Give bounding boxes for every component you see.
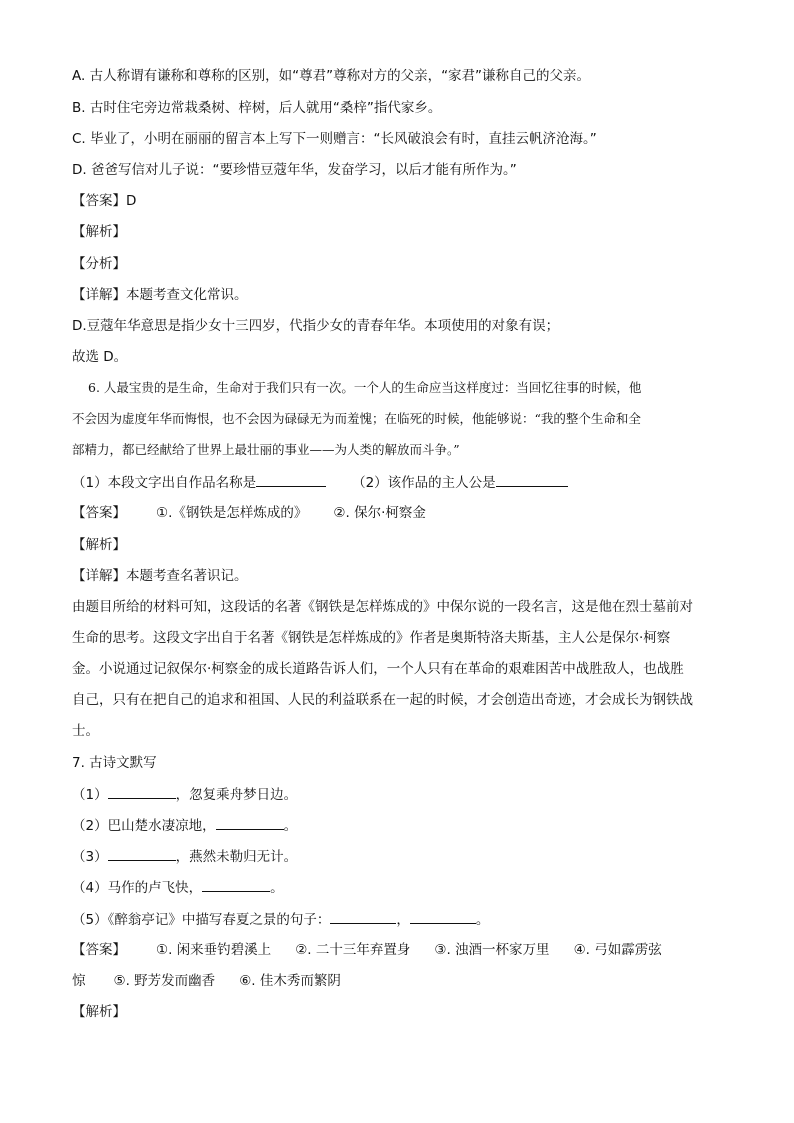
sub-1-text: ，忽复乘舟梦日边。 (175, 787, 298, 803)
detail-label: 【详解】本题考查名著识记。 (72, 568, 248, 584)
blank-5a[interactable] (330, 909, 396, 924)
option-d: D. 爸爸写信对儿子说：“要珍惜豆蔻年华，发奋学习，以后才能有所作为。” (72, 162, 517, 178)
answer-2: ②. 二十三年弃置身 (295, 942, 411, 958)
subquestion-1: （1）本段文字出自作品名称是 (72, 475, 257, 491)
q7-sub-1 (72, 784, 297, 805)
q7-sub-5 (72, 909, 489, 930)
sub-1-prefix: （1） (72, 787, 108, 803)
analysis-label: 【解析】 (72, 537, 126, 553)
answer-4-cont: 惊 (72, 973, 86, 989)
sub-4-text: （4）马作的卢飞快， (72, 880, 203, 896)
explanation-line-3: 金。小说通过记叙保尔·柯察金的成长道路告诉人们，一个人只有在革命的艰难困苦中战胜敌人，也战胜 (72, 661, 684, 677)
passage-line-1: 6. 人最宝贵的是生命，生命对于我们只有一次。一个人的生命应当这样度过：当回忆往事的时候，他 (88, 380, 642, 395)
sub-5-text: （5）《醉翁亭记》中描写春夏之景的句子： (72, 912, 331, 928)
blank-2[interactable] (216, 815, 284, 830)
option-b: B. 古时住宅旁边常栽桑树、梓树，后人就用“桑梓”指代家乡。 (72, 100, 442, 116)
answer-5: ⑤. 野芳发而幽香 (113, 973, 216, 989)
q7-sub-4 (72, 877, 284, 898)
blank-2[interactable] (496, 472, 568, 487)
explanation-text: D.豆蔻年华意思是指少女十三四岁，代指少女的青春年华。本项使用的对象有误； (72, 318, 560, 334)
answer-2: ②. 保尔·柯察金 (333, 505, 426, 521)
blank-5b[interactable] (410, 909, 476, 924)
answer-label: 【答案】 (72, 942, 126, 958)
choose-text: 故选 D。 (72, 349, 128, 365)
answer-1: ①. 闲来垂钓碧溪上 (156, 942, 272, 958)
analysis-label: 【解析】 (72, 224, 126, 240)
q6-answer (72, 503, 426, 523)
q7-answer-row-2 (72, 971, 341, 991)
explanation-line-4: 自己，只有在把自己的追求和祖国、人民的利益联系在一起的时候，才会创造出奇迹，才会成长为钢铁战 (72, 692, 693, 708)
explanation-line-2: 生命的思考。这段文字出自于名著《钢铁是怎样炼成的》作者是奥斯特洛夫斯基，主人公是保尔·柯察 (72, 630, 671, 646)
explanation-line-5: 士。 (72, 723, 99, 739)
q7-sub-3 (72, 846, 297, 867)
answer-4: ④. 弓如霹雳弦 (573, 942, 662, 958)
answer-6: ⑥. 佳木秀而繁阴 (239, 973, 341, 989)
sub-5-end: 。 (475, 912, 490, 928)
answer-label: 【答案】 (72, 505, 126, 521)
detail-label: 【详解】本题考查文化常识。 (72, 287, 248, 303)
sub-2-end: 。 (283, 818, 298, 834)
analysis-label: 【解析】 (72, 1004, 126, 1020)
blank-1[interactable] (108, 784, 176, 799)
passage-line-3: 部精力，都已经献给了世界上最壮丽的事业——为人类的解放而斗争。” (72, 442, 460, 457)
explanation-line-1: 由题目所给的材料可知，这段话的名著《钢铁是怎样炼成的》中保尔说的一段名言，这是他在烈士墓前对 (72, 599, 693, 615)
answer-label: 【答案】D (72, 193, 137, 209)
option-a: A. 古人称谓有谦称和尊称的区别，如“尊君”尊称对方的父亲，“家君”谦称自己的父亲。 (72, 68, 591, 84)
answer-1: ①.《钢铁是怎样炼成的》 (156, 505, 308, 521)
sub-2-text: （2）巴山楚水凄凉地， (72, 818, 216, 834)
passage-line-2: 不会因为虚度年华而悔恨，也不会因为碌碌无为而羞愧；在临死的时候，他能够说：“我的整个生命和全 (72, 411, 641, 426)
q7-answer-row-1 (72, 940, 662, 960)
q7-sub-2 (72, 815, 297, 836)
option-c: C. 毕业了，小明在丽丽的留言本上写下一则赠言：“长风破浪会有时，直挂云帆济沧海。” (72, 131, 597, 147)
fenxi-label: 【分析】 (72, 256, 126, 272)
answer-3: ③. 浊酒一杯家万里 (434, 942, 550, 958)
blank-1[interactable] (256, 472, 326, 487)
sub-3-text: ，燕然未勒归无计。 (175, 849, 298, 865)
q7-title: 7. 古诗文默写 (72, 755, 157, 771)
q6-subquestions (72, 472, 568, 493)
sub-3-prefix: （3） (72, 849, 108, 865)
sub-5-comma: ， (396, 912, 410, 928)
blank-4[interactable] (202, 877, 270, 892)
blank-3[interactable] (108, 846, 176, 861)
sub-4-end: 。 (270, 880, 284, 896)
subquestion-2: （2）该作品的主人公是 (352, 475, 496, 491)
